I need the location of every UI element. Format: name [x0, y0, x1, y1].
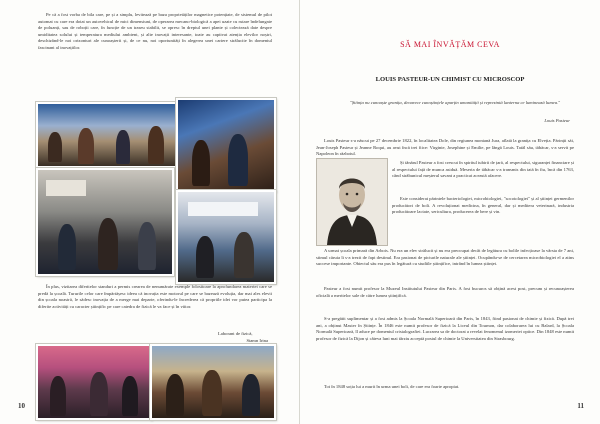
article-title: LOUIS PASTEUR-UN CHIMIST CU MICROSCOP [375, 76, 525, 83]
exhibition-photo-crowd [36, 102, 178, 168]
article-paragraph-6: S-a pregătit suplimentar și a fost admis la Școala Normală Superioară din Paris, în 1843, fiind pasionat de chimie și fizică. După trei ani, a obținut Master în Științe. În 1846 este numit profesor de fizică la Liceul din Tournon, dar colaborarea lui cu Balard, la Școala Normală Superioară, îl aduce pe domeniul cristalografiei. Lucrarea sa de doctorat a revelat fenomenul izomeriei optice. Din 1848 este numit profesor de fizică la Dijon și câteva luni mai târziu acceptă postul de chimie la Universitatea din Strasbourg. [316, 316, 574, 341]
signature-role: Laborant de fizică, [218, 331, 253, 336]
exhibition-photo-stand [176, 98, 276, 192]
quote-author: Louis Pasteur [544, 118, 570, 123]
exhibition-photo-booth [176, 190, 276, 284]
article-paragraph-1: Louis Pasteur s-a născut pe 27 decembrie 1822, în localitatea Dole, din regiunea montană Jura, aflată la granița cu Elveția. Părinții săi, Jean-Joseph Pasteur și Jeanne Roqui, au avut încă trei fiice: Virginie, Josephine și Emilie, pe lângă Louis. Tatăl său, tăbăcar, s-a servit pe Napoleon în războiul. [316, 138, 574, 157]
article-quote: "Știința nu cunoaște granița, deoarece cunoștințele aparțin umanității și reprezintă lanterna ce luminează lumea." [349, 100, 561, 105]
portrait-icon [317, 159, 387, 245]
signature-name: Stamn Irina [246, 337, 268, 343]
article-paragraph-7: Tot în 1848 soția lui a murit în urma unei boli, de care era foarte apropiat. [324, 384, 460, 389]
signature-block [218, 331, 278, 344]
left-bottom-paragraph: În plus, vizitarea diferitelor standuri a permis crearea de nenumărate exemple folositoare la aprofundarea materiei care se predă la școală. Tururile celor care împărtășesc ideea că inovația este motorul pe care se bazează evoluția, dar mai ales elevii din școala noastră, le sădesc inovația de a merge mai departe, oferindu-le încrederea că propriile idei vor putea participa la diferite activități cu caracter științific pe care catedra de fizică le va face și în viitor. [38, 284, 272, 309]
article-paragraph-3: Este considerat părintele bacteriologiei, microbiologiei, "socotologiei" și al științei germenilor producători de boli. A revoluționat medicina, în general, dar și meditera veterinară, industria producătoare lactate, sericultura, producerea de bere și vin. [392, 196, 574, 215]
page-number-right: 11 [577, 402, 584, 410]
article-paragraph-5: Pasteur a fost numit profesor la Muzeul Institutului Pasteur din Paris. A fost bucuros să obțină acest post, precum și recunoașterea oficială a meritelor sale de către lumea științifică. [316, 286, 574, 298]
page-number-left: 10 [18, 402, 25, 410]
louis-pasteur-portrait [316, 158, 388, 246]
left-intro-paragraph: Pe că a fost vorba de bila care, pe și a simplu, levitează pe baza proprietăților magnetice potențiate, de sistemul de pilot automat cu care era dotat un autovehicul de mici dimensiuni, de operarea mecano-biologică a apei uzate cu rutare îndelungate de poluanți, sau de roboții care, în funcție de un traseu stabilit, se opresc în dreptul unei plante și colectează date despre umiditatea solului și temperatura mediului ambient, și alte inovații interesante, toate au captivat atenția elevilor noștri, deschizând-le noi orizonturi ale cunoașterii și, de ce nu, noi oportunități în alegerea unei cariere strălucite în domeniul fascinant al inovațiilor. [38, 12, 272, 50]
exhibition-photo-visitors [150, 344, 276, 420]
article-paragraph-2: Și tânărul Pasteur a fost crescut în spiritul iubirii de țară, al respectului, siguranței financiare și al respectului față de munca asiduă. Meseria de tăbăcar s-a transmis din tată în fiu, încă din 1763, când străbunicul meșterul savant a practicat această afacere. [392, 160, 574, 179]
article-paragraph-4: A urmat școala primară din Arbois. Nu era un elev strălucit și nu era preocupat decât de legătura cu bolile infecțioase la vârsta de 7 ani, stimul căruia îi s-a trezit de fapt destinul. Era pasionat de picturile naturale ale științei. Ocupându-se de cercetarea microbiologiei el a atins succese importante. Obiectul său era pus în legătură cu studiile științifice, intrând în lumea științei. [316, 248, 574, 267]
exhibition-photo-pink-stand [36, 344, 152, 420]
section-heading: SĂ MAI ÎNVĂȚĂM CEVA [400, 40, 500, 49]
exhibition-photo-hall [36, 168, 174, 276]
